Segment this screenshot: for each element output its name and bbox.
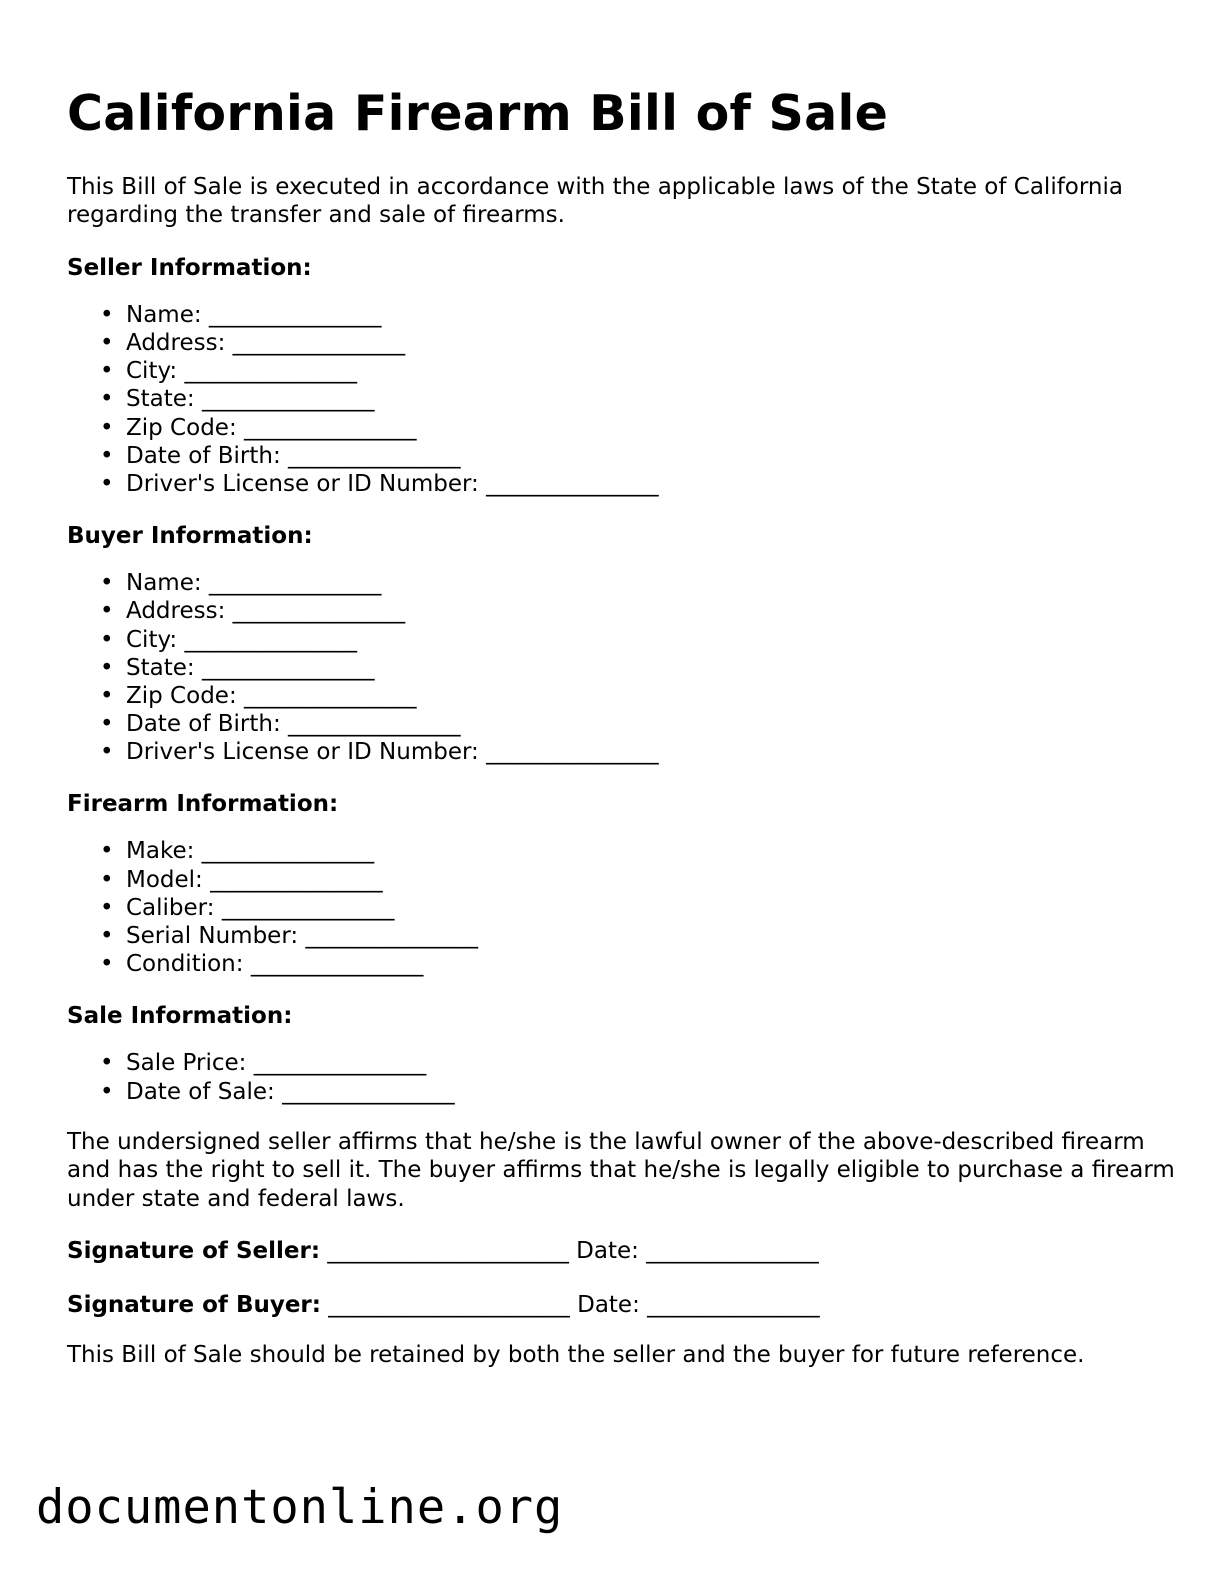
- firearm-caliber-field[interactable]: [67, 894, 1177, 922]
- site-watermark: documentonline.org: [36, 1480, 564, 1535]
- field-label: Address:: [126, 330, 226, 356]
- seller-signature-row: [67, 1235, 1177, 1267]
- fill-in-line[interactable]: _______________: [208, 301, 382, 328]
- fill-in-line[interactable]: _______________: [221, 894, 395, 921]
- fill-in-line[interactable]: _______________: [184, 626, 357, 653]
- sale-date-field[interactable]: [67, 1078, 1177, 1106]
- seller-name-field[interactable]: [67, 301, 1177, 329]
- buyer-dob-field[interactable]: [67, 710, 1177, 738]
- buyer-city-field[interactable]: [67, 626, 1177, 654]
- field-label: Date of Birth:: [126, 442, 281, 469]
- field-label: Sale Price:: [126, 1050, 247, 1077]
- fill-in-line[interactable]: _______________: [201, 838, 375, 865]
- bullet-icon: •: [100, 414, 114, 441]
- bullet-icon: •: [100, 711, 114, 738]
- buyer-date-line[interactable]: _______________: [647, 1291, 820, 1318]
- bullet-icon: •: [100, 570, 114, 597]
- firearm-section-heading: Firearm Information:: [67, 791, 339, 818]
- fill-in-line[interactable]: _______________: [232, 330, 406, 356]
- fill-in-line[interactable]: _______________: [288, 711, 461, 738]
- field-label: Driver's License or ID Number:: [126, 739, 479, 766]
- bullet-icon: •: [100, 626, 114, 653]
- buyer-signature-line[interactable]: _____________________: [328, 1291, 570, 1318]
- fill-in-line[interactable]: _______________: [232, 598, 406, 625]
- fill-in-line[interactable]: _______________: [210, 866, 383, 893]
- bullet-icon: •: [100, 838, 114, 865]
- bullet-icon: •: [100, 894, 114, 921]
- fill-in-line[interactable]: _______________: [201, 386, 375, 413]
- seller-zip-field[interactable]: [67, 414, 1177, 442]
- seller-dob-field[interactable]: [67, 442, 1177, 470]
- seller-date-line[interactable]: _______________: [646, 1237, 819, 1264]
- buyer-state-field[interactable]: [67, 654, 1177, 682]
- affirmation-paragraph: The undersigned seller affirms that he/she is the lawful owner of the above-described firearm and has the right to sell it. The buyer affirms that he/she is legally eligible to purchase a firearm under state and federal laws.: [67, 1128, 1175, 1212]
- buyer-section-heading: Buyer Information:: [67, 523, 313, 550]
- buyer-signature-row: [67, 1289, 1177, 1321]
- field-label: Caliber:: [126, 894, 215, 921]
- seller-date-label: Date:: [576, 1237, 639, 1264]
- field-label: City:: [126, 358, 178, 385]
- fill-in-line[interactable]: _______________: [250, 951, 424, 978]
- field-label: Serial Number:: [126, 923, 299, 949]
- sale-section-heading: Sale Information:: [67, 1003, 293, 1030]
- fill-in-line[interactable]: _______________: [282, 1078, 455, 1105]
- bullet-icon: •: [100, 654, 114, 681]
- firearm-fields-list: [67, 837, 1177, 978]
- seller-address-field[interactable]: [67, 329, 1177, 357]
- bullet-icon: •: [100, 386, 114, 413]
- buyer-zip-field[interactable]: [67, 682, 1177, 710]
- bullet-icon: •: [100, 358, 114, 385]
- bullet-icon: •: [100, 598, 114, 625]
- bullet-icon: •: [100, 923, 114, 949]
- bullet-icon: •: [100, 866, 114, 893]
- field-label: Address:: [126, 598, 226, 625]
- field-label: Name:: [126, 301, 202, 328]
- fill-in-line[interactable]: _______________: [486, 739, 659, 766]
- seller-signature-line[interactable]: _____________________: [327, 1237, 569, 1264]
- firearm-serial-field[interactable]: [67, 922, 1177, 950]
- field-label: City:: [126, 626, 178, 653]
- bullet-icon: •: [100, 301, 114, 328]
- intro-paragraph: This Bill of Sale is executed in accordance with the applicable laws of the State of California regarding the transfer and sale of firearms.: [67, 174, 1123, 229]
- fill-in-line[interactable]: _______________: [184, 358, 357, 385]
- bullet-icon: •: [100, 442, 114, 469]
- field-label: Zip Code:: [126, 682, 237, 709]
- fill-in-line[interactable]: _______________: [201, 654, 375, 681]
- fill-in-line[interactable]: _______________: [244, 414, 417, 441]
- field-label: State:: [126, 654, 195, 681]
- bullet-icon: •: [100, 1078, 114, 1105]
- field-label: Model:: [126, 866, 203, 893]
- bullet-icon: •: [100, 951, 114, 978]
- bullet-icon: •: [100, 739, 114, 766]
- fill-in-line[interactable]: _______________: [244, 682, 417, 709]
- fill-in-line[interactable]: _______________: [305, 923, 478, 949]
- seller-license-field[interactable]: [67, 470, 1177, 498]
- seller-signature-label: Signature of Seller:: [67, 1237, 321, 1264]
- field-label: Driver's License or ID Number:: [126, 470, 479, 497]
- bullet-icon: •: [100, 682, 114, 709]
- field-label: Date of Sale:: [126, 1078, 275, 1105]
- bullet-icon: •: [100, 1050, 114, 1077]
- field-label: State:: [126, 386, 195, 413]
- fill-in-line[interactable]: _______________: [486, 470, 659, 497]
- buyer-license-field[interactable]: [67, 738, 1177, 766]
- field-label: Zip Code:: [126, 414, 237, 441]
- seller-fields-list: [67, 301, 1177, 498]
- seller-section-heading: Seller Information:: [67, 254, 312, 281]
- seller-state-field[interactable]: [67, 385, 1177, 413]
- buyer-name-field[interactable]: [67, 569, 1177, 597]
- field-label: Make:: [126, 838, 195, 865]
- document-page: [67, 82, 1177, 1369]
- document-title: California Firearm Bill of Sale: [67, 85, 889, 142]
- bullet-icon: •: [100, 470, 114, 497]
- fill-in-line[interactable]: _______________: [208, 570, 382, 597]
- seller-city-field[interactable]: [67, 357, 1177, 385]
- sale-price-field[interactable]: [67, 1049, 1177, 1077]
- retention-note: This Bill of Sale should be retained by both the seller and the buyer for future reference.: [67, 1341, 1085, 1368]
- field-label: Name:: [126, 570, 202, 597]
- buyer-fields-list: [67, 569, 1177, 766]
- firearm-model-field[interactable]: [67, 866, 1177, 894]
- buyer-signature-label: Signature of Buyer:: [67, 1291, 321, 1318]
- buyer-address-field[interactable]: [67, 597, 1177, 625]
- field-label: Condition:: [126, 951, 244, 978]
- firearm-make-field[interactable]: [67, 837, 1177, 865]
- fill-in-line[interactable]: _______________: [288, 442, 461, 469]
- firearm-condition-field[interactable]: [67, 950, 1177, 978]
- field-label: Date of Birth:: [126, 711, 281, 738]
- buyer-date-label: Date:: [577, 1291, 640, 1318]
- fill-in-line[interactable]: _______________: [253, 1050, 427, 1077]
- bullet-icon: •: [100, 330, 114, 356]
- sale-fields-list: [67, 1049, 1177, 1105]
